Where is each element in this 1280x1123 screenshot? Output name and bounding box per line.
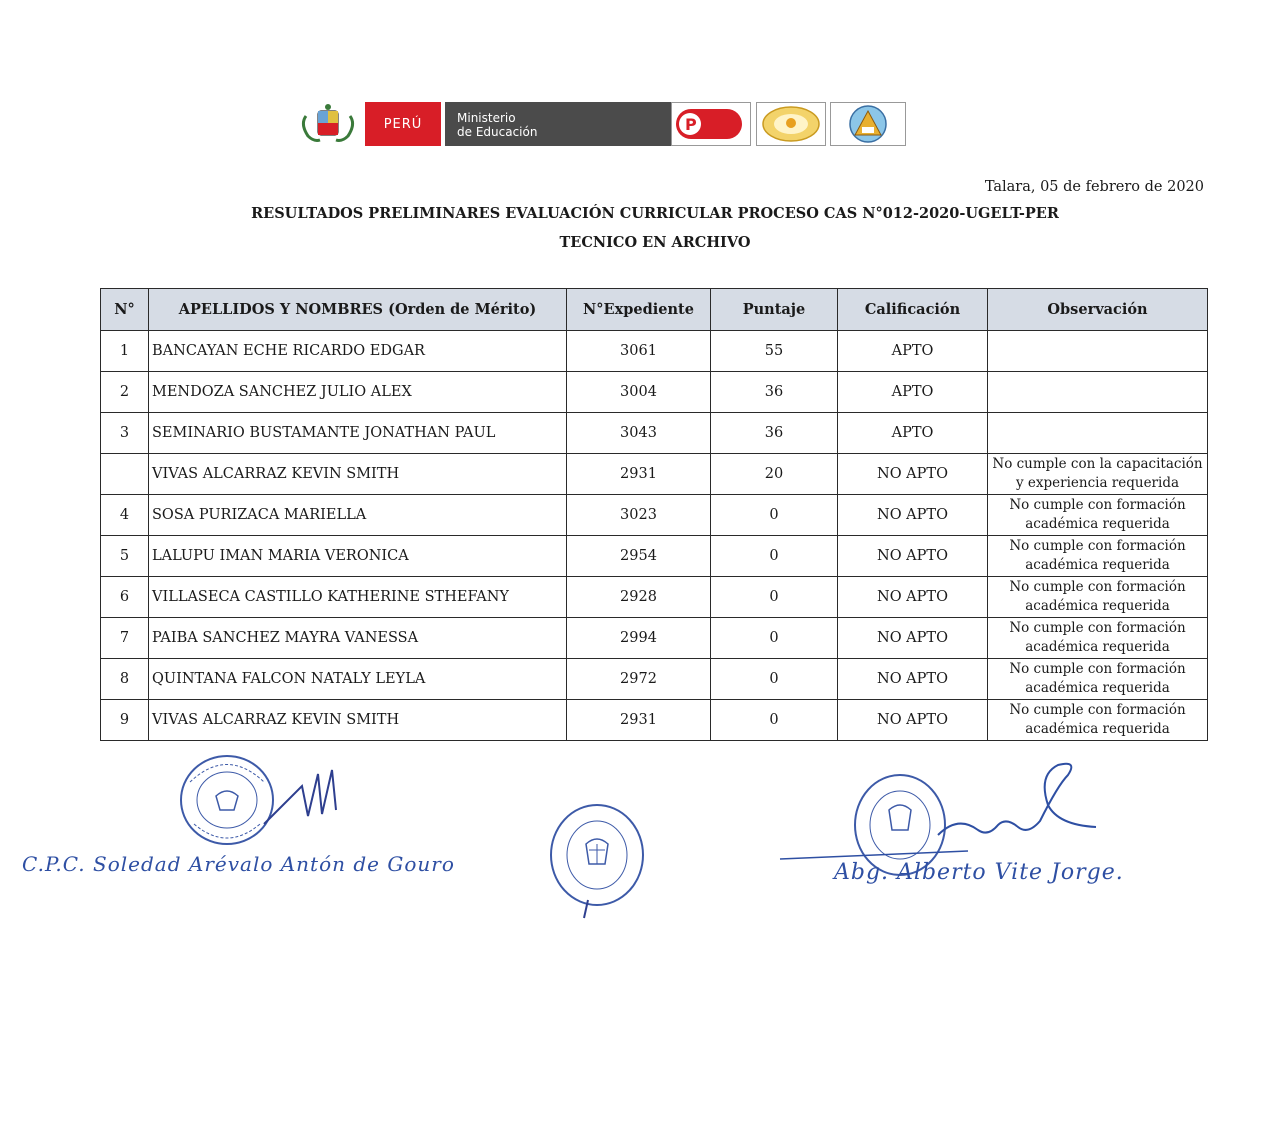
row-score: 55 — [711, 331, 838, 372]
row-number: 7 — [101, 618, 149, 659]
row-score: 0 — [711, 577, 838, 618]
row-grade: NO APTO — [838, 536, 988, 577]
row-number: 8 — [101, 659, 149, 700]
ministry-line-2: de Educación — [457, 125, 538, 139]
left-signature-scribble — [262, 766, 352, 826]
row-name: SEMINARIO BUSTAMANTE JONATHAN PAUL — [149, 413, 567, 454]
document-title: RESULTADOS PRELIMINARES EVALUACIÓN CURRICULAR PROCESO CAS N°012-2020-UGELT-PER — [251, 205, 1059, 222]
right-signature-scribble — [778, 755, 1108, 865]
peru-label: PERÚ — [383, 116, 423, 132]
row-number: 1 — [101, 331, 149, 372]
row-observation — [988, 413, 1208, 454]
row-name: VILLASECA CASTILLO KATHERINE STHEFANY — [149, 577, 567, 618]
row-name: VIVAS ALCARRAZ KEVIN SMITH — [149, 700, 567, 741]
row-grade: NO APTO — [838, 577, 988, 618]
peru-brand-box — [365, 102, 441, 146]
row-observation: No cumple con formación académica requerida — [988, 659, 1208, 700]
row-number: 4 — [101, 495, 149, 536]
coat-of-arms-icon — [298, 102, 358, 146]
table-row — [101, 372, 1208, 413]
row-observation — [988, 331, 1208, 372]
row-number: 2 — [101, 372, 149, 413]
row-grade: APTO — [838, 413, 988, 454]
row-file-number: 2931 — [567, 700, 711, 741]
header-observation: Observación — [988, 289, 1208, 331]
table-row — [101, 618, 1208, 659]
row-number — [101, 454, 149, 495]
header-number: N° — [101, 289, 149, 331]
table-row — [101, 536, 1208, 577]
results-table — [100, 288, 1208, 741]
row-grade: NO APTO — [838, 700, 988, 741]
row-observation: No cumple con formación académica requerida — [988, 618, 1208, 659]
row-name: BANCAYAN ECHE RICARDO EDGAR — [149, 331, 567, 372]
row-name: SOSA PURIZACA MARIELLA — [149, 495, 567, 536]
row-score: 20 — [711, 454, 838, 495]
table-header-row — [101, 289, 1208, 331]
row-file-number: 2972 — [567, 659, 711, 700]
row-file-number: 2954 — [567, 536, 711, 577]
table-row — [101, 659, 1208, 700]
row-score: 36 — [711, 372, 838, 413]
row-grade: APTO — [838, 331, 988, 372]
sun-emblem-icon — [756, 102, 826, 146]
document-subtitle: TECNICO EN ARCHIVO — [559, 234, 751, 251]
row-observation — [988, 372, 1208, 413]
row-grade: NO APTO — [838, 495, 988, 536]
header-file: N°Expediente — [567, 289, 711, 331]
row-file-number: 3061 — [567, 331, 711, 372]
row-observation: No cumple con formación académica requerida — [988, 536, 1208, 577]
row-score: 0 — [711, 659, 838, 700]
header-name: APELLIDOS Y NOMBRES (Orden de Mérito) — [149, 289, 567, 331]
row-score: 0 — [711, 700, 838, 741]
row-name: PAIBA SANCHEZ MAYRA VANESSA — [149, 618, 567, 659]
row-observation: No cumple con la capacitación y experiencia requerida — [988, 454, 1208, 495]
row-file-number: 2994 — [567, 618, 711, 659]
row-file-number: 3043 — [567, 413, 711, 454]
row-observation: No cumple con formación académica requerida — [988, 577, 1208, 618]
table-row — [101, 454, 1208, 495]
ministry-line-1: Ministerio — [457, 111, 516, 125]
row-number: 3 — [101, 413, 149, 454]
right-signer-name: Abg. Alberto Vite Jorge. — [834, 860, 1124, 885]
row-grade: NO APTO — [838, 454, 988, 495]
row-score: 0 — [711, 536, 838, 577]
p-logo-icon — [671, 102, 751, 146]
row-name: VIVAS ALCARRAZ KEVIN SMITH — [149, 454, 567, 495]
table-row — [101, 700, 1208, 741]
row-name: QUINTANA FALCON NATALY LEYLA — [149, 659, 567, 700]
row-number: 9 — [101, 700, 149, 741]
ugel-emblem-icon — [830, 102, 906, 146]
row-score: 0 — [711, 618, 838, 659]
header-grade: Calificación — [838, 289, 988, 331]
center-stamp — [542, 800, 652, 920]
svg-text:P: P — [685, 115, 697, 134]
logo-bar — [298, 102, 906, 146]
row-grade: APTO — [838, 372, 988, 413]
table-row — [101, 331, 1208, 372]
row-grade: NO APTO — [838, 618, 988, 659]
row-score: 36 — [711, 413, 838, 454]
row-file-number: 2928 — [567, 577, 711, 618]
document-date: Talara, 05 de febrero de 2020 — [984, 179, 1204, 195]
row-observation: No cumple con formación académica requerida — [988, 700, 1208, 741]
row-file-number: 3023 — [567, 495, 711, 536]
row-file-number: 2931 — [567, 454, 711, 495]
left-signer-name: C.P.C. Soledad Arévalo Antón de Gouro — [22, 852, 455, 876]
row-number: 6 — [101, 577, 149, 618]
row-file-number: 3004 — [567, 372, 711, 413]
table-row — [101, 413, 1208, 454]
row-number: 5 — [101, 536, 149, 577]
row-name: LALUPU IMAN MARIA VERONICA — [149, 536, 567, 577]
row-observation: No cumple con formación académica requerida — [988, 495, 1208, 536]
row-grade: NO APTO — [838, 659, 988, 700]
row-score: 0 — [711, 495, 838, 536]
ministry-brand-box — [445, 102, 671, 146]
table-row — [101, 495, 1208, 536]
header-score: Puntaje — [711, 289, 838, 331]
row-name: MENDOZA SANCHEZ JULIO ALEX — [149, 372, 567, 413]
table-row — [101, 577, 1208, 618]
